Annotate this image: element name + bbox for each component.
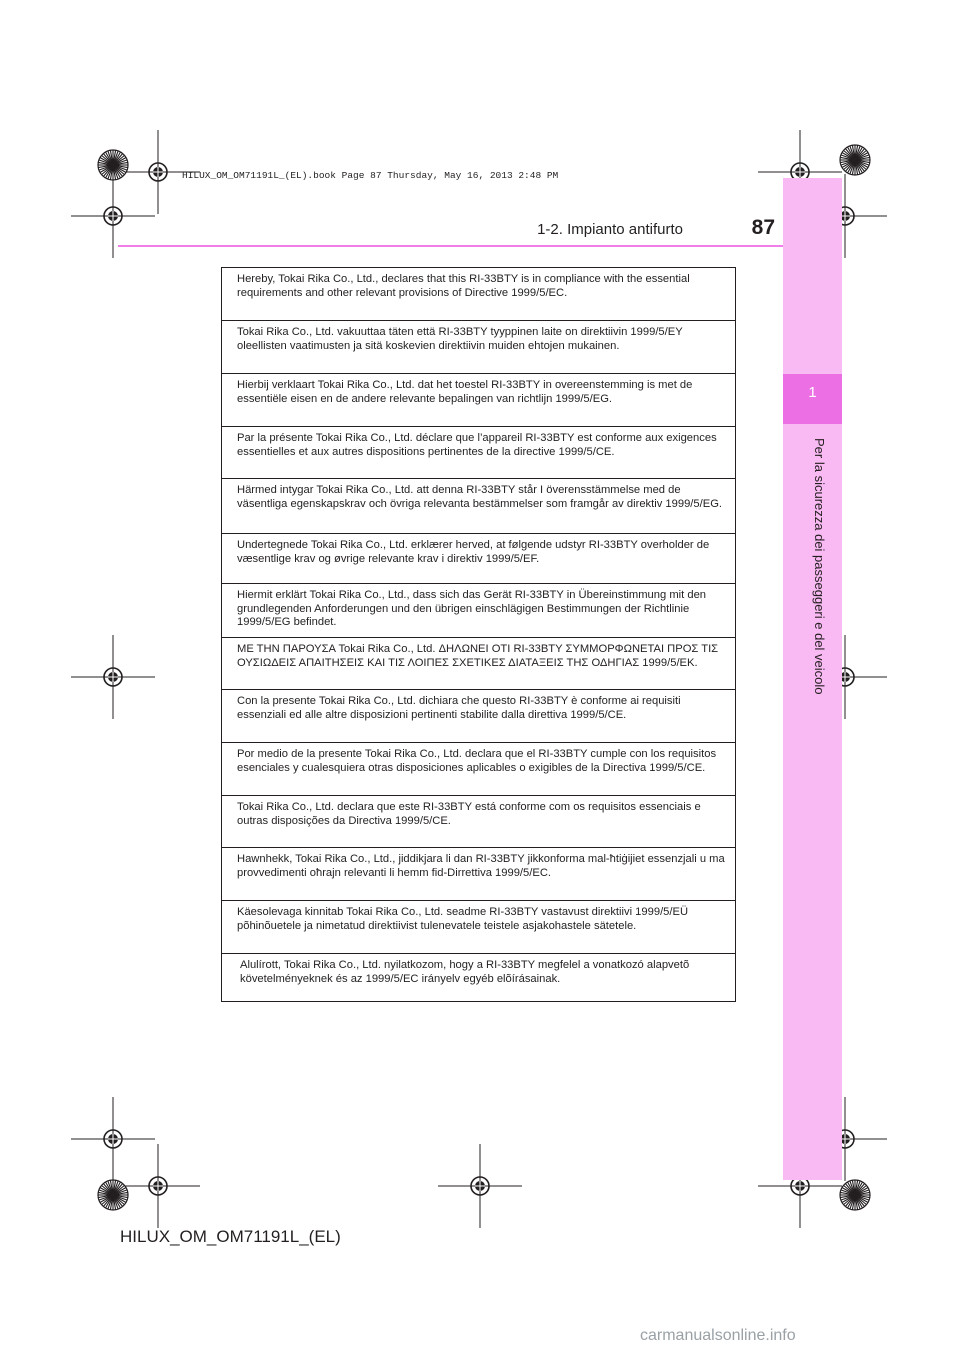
declaration-portuguese: Tokai Rika Co., Ltd. declara que este RI-33BTY está conforme com os requisitos essenciais e outras disposições da Directiva 1999/5/CE. [222, 795, 735, 847]
header-rule [118, 245, 783, 247]
declaration-finnish: Tokai Rika Co., Ltd. vakuuttaa täten että RI-33BTY tyyppinen laite on direktiivin 1999/5/EY oleellisten vaatimusten ja sitä koskevien direktiivin muiden ehtojen mukainen. [222, 320, 735, 373]
declaration-italian: Con la presente Tokai Rika Co., Ltd. dichiara che questo RI-33BTY è conforme ai requisiti essenziali ed alle altre disposizioni pertinenti stabilite dalla direttiva 1999/5/CE. [222, 689, 735, 742]
declaration-danish: Undertegnede Tokai Rika Co., Ltd. erklærer herved, at følgende udstyr RI-33BTY overholder de væsentlige krav og øvrige relevante krav i direktiv 1999/5/EF. [222, 533, 735, 583]
declaration-german: Hiermit erklärt Tokai Rika Co., Ltd., dass sich das Gerät RI-33BTY in Übereinstimmung mit den grundlegenden Anforderungen und den übrigen einschlägigen Bestimmungen der Richtlinie 1999/5/EG befindet. [222, 583, 735, 637]
section-title: 1-2. Impianto antifurto [537, 221, 683, 238]
declaration-swedish: Härmed intygar Tokai Rika Co., Ltd. att denna RI-33BTY står I överensstämmelse med de väsentliga egenskapskrav och övriga relevanta bestämmelser som framgår av direktiv 1999/5/EG. [222, 478, 735, 533]
chapter-number: 1 [808, 384, 817, 401]
starburst-mark [97, 1179, 129, 1211]
declaration-french: Par la présente Tokai Rika Co., Ltd. déclare que l’appareil RI-33BTY est conforme aux exigences essentielles et aux autres dispositions pertinentes de la directive 1999/5/CE. [222, 426, 735, 478]
book-header: HILUX_OM_OM71191L_(EL).book Page 87 Thursday, May 16, 2013 2:48 PM [182, 170, 559, 181]
crosshair-mark [71, 635, 155, 719]
declaration-greek: ΜΕ ΤΗΝ ΠΑΡΟΥΣΑ Tokai Rika Co., Ltd. ΔΗΛΩΝΕΙ ΟΤΙ RI-33BTY ΣΥΜΜΟΡΦΩΝΕΤΑΙ ΠΡΟΣ ΤΙΣ ΟΥΣΙΩΔΕΙΣ ΑΠΑΙΤΗΣΕΙΣ ΚΑΙ ΤΙΣ ΛΟΙΠΕΣ ΣΧΕΤΙΚΕΣ ΔΙΑΤΑΞΕΙΣ ΤΗΣ ΟΔΗΓΙΑΣ 1999/5/ΕΚ. [222, 637, 735, 689]
chapter-label: Per la sicurezza dei passeggeri e del veicolo [812, 438, 827, 695]
starburst-mark [839, 1179, 871, 1211]
document-code: HILUX_OM_OM71191L_(EL) [120, 1227, 341, 1246]
declaration-estonian: Käesolevaga kinnitab Tokai Rika Co., Ltd. seadme RI-33BTY vastavust direktiivi 1999/5/EÜ põhinõuetele ja nimetatud direktiivist tulenevatele teistele asjakohastele sätetele. [222, 900, 735, 953]
declarations-table [221, 267, 736, 1002]
starburst-mark [839, 144, 871, 176]
declaration-dutch: Hierbij verklaart Tokai Rika Co., Ltd. dat het toestel RI-33BTY in overeenstemming is met de essentiële eisen en de andere relevante bepalingen van richtlijn 1999/5/EG. [222, 373, 735, 426]
crosshair-mark [438, 1144, 522, 1228]
declaration-spanish: Por medio de la presente Tokai Rika Co., Ltd. declara que el RI-33BTY cumple con los requisitos esenciales y cualesquiera otras disposiciones aplicables o exigibles de la Directiva 1999/5/CE. [222, 742, 735, 795]
watermark: carmanualsonline.info [640, 1327, 796, 1344]
page-number: 87 [751, 216, 775, 239]
declaration-hungarian: Alulírott, Tokai Rika Co., Ltd. nyilatkozom, hogy a RI-33BTY megfelel a vonatkozó alapvetõ követelményeknek és az 1999/5/EC irányelv egyéb elõírásainak. [222, 953, 735, 1001]
declaration-maltese: Hawnhekk, Tokai Rika Co., Ltd., jiddikjara li dan RI-33BTY jikkonforma mal-ħtiġijiet essenzjali u ma provvedimenti oħrajn relevanti li hemm fid-Dirrettiva 1999/5/EC. [222, 847, 735, 900]
declaration-english: Hereby, Tokai Rika Co., Ltd., declares that this RI-33BTY is in compliance with the essential requirements and other relevant provisions of Directive 1999/5/EC. [237, 273, 690, 299]
starburst-mark [97, 149, 129, 181]
